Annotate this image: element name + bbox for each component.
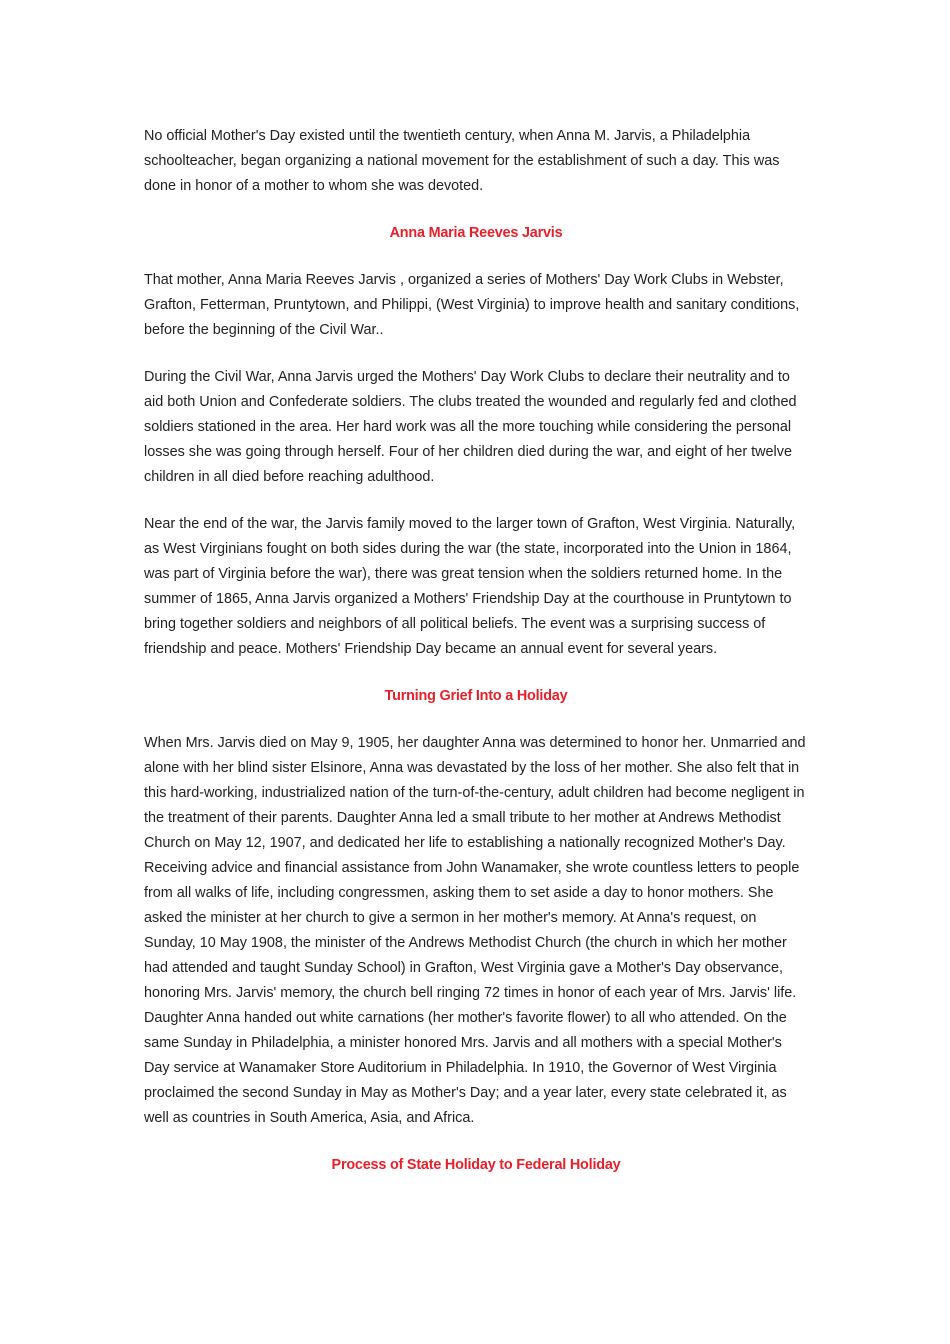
section-heading-turning-grief: Turning Grief Into a Holiday	[384, 688, 568, 704]
friendship-day-paragraph: Near the end of the war, the Jarvis family moved to the larger town of Grafton, West Virginia. Naturally, as West Virginians fought on both sides during the war (the state, incorporated into the Union in 1864, was part of Virginia before the war), there was great tension when the soldiers returned home. In the summer of 1865, Anna Jarvis organized a Mothers' Friendship Day at the courthouse in Pruntytown to bring together soldiers and neighbors of all political beliefs. The event was a surprising success of friendship and peace. Mothers' Friendship Day became an annual event for several years.	[144, 516, 796, 657]
section-heading-federal-holiday: Process of State Holiday to Federal Holiday	[331, 1157, 621, 1173]
work-clubs-paragraph: That mother, Anna Maria Reeves Jarvis , organized a series of Mothers' Day Work Clubs in Webster, Grafton, Fetterman, Pruntytown, and Philippi, (West Virginia) to improve health and sanitary conditions, before the beginning of the Civil War..	[144, 272, 800, 338]
document-page	[144, 124, 808, 1200]
intro-paragraph: No official Mother's Day existed until the twentieth century, when Anna M. Jarvis, a Philadelphia schoolteacher, began organizing a national movement for the establishment of such a day. This was done in honor of a mother to whom she was devoted.	[144, 128, 780, 194]
section-heading-anna-maria-reeves-jarvis: Anna Maria Reeves Jarvis	[389, 225, 563, 241]
civil-war-paragraph: During the Civil War, Anna Jarvis urged the Mothers' Day Work Clubs to declare their neutrality and to aid both Union and Confederate soldiers. The clubs treated the wounded and regularly fed and clothed soldiers stationed in the area. Her hard work was all the more touching while considering the personal losses she was going through herself. Four of her children died during the war, and eight of her twelve children in all died before reaching adulthood.	[144, 369, 797, 485]
mothers-day-history-paragraph: When Mrs. Jarvis died on May 9, 1905, her daughter Anna was determined to honor her. Unmarried and alone with her blind sister Elsinore, Anna was devastated by the loss of her mother. She also felt that in this hard-working, industrialized nation of the turn-of-the-century, adult children had become negligent in the treatment of their parents. Daughter Anna led a small tribute to her mother at Andrews Methodist Church on May 12, 1907, and dedicated her life to establishing a nationally recognized Mother's Day. Receiving advice and financial assistance from John Wanamaker, she wrote countless letters to people from all walks of life, including congressmen, asking them to set aside a day to honor mothers. She asked the minister at her church to give a sermon in her mother's memory. At Anna's request, on Sunday, 10 May 1908, the minister of the Andrews Methodist Church (the church in which her mother had attended and taught Sunday School) in Grafton, West Virginia gave a Mother's Day observance, honoring Mrs. Jarvis' memory, the church bell ringing 72 times in honor of each year of Mrs. Jarvis' life. Daughter Anna handed out white carnations (her mother's favorite flower) to all who attended. On the same Sunday in Philadelphia, a minister honored Mrs. Jarvis and all mothers with a special Mother's Day service at Wanamaker Store Auditorium in Philadelphia. In 1910, the Governor of West Virginia proclaimed the second Sunday in May as Mother's Day; and a year later, every state celebrated it, as well as countries in South America, Asia, and Africa.	[144, 735, 806, 1126]
